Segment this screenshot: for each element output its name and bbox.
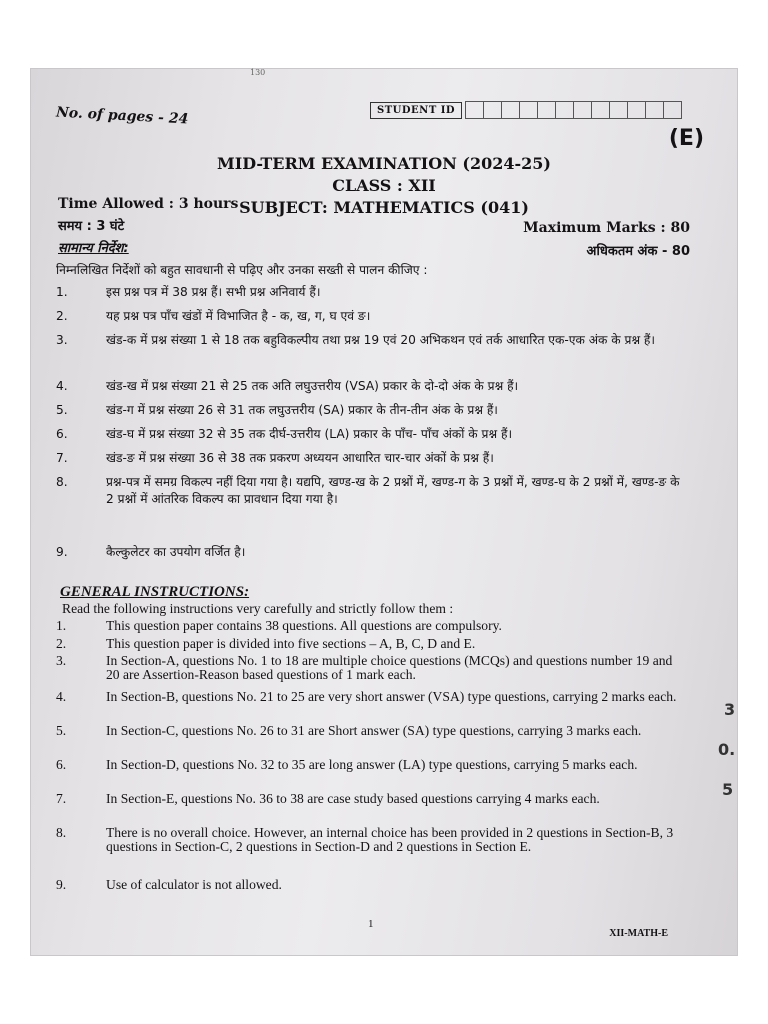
pages-count-label: No. of pages - 24 (55, 104, 189, 128)
item-text: खंड-ख में प्रश्न संख्या 21 से 25 तक अति लघुउत्तरीय (VSA) प्रकार के दो-दो अंक के प्रश्न हैं। (106, 379, 519, 393)
item-number: 4. (56, 689, 67, 704)
item-number: 3. (56, 333, 68, 347)
id-box (663, 101, 682, 119)
id-box (501, 101, 520, 119)
item-text: खंड-क में प्रश्न संख्या 1 से 18 तक बहुविकल्पीय तथा प्रश्न 19 एवं 20 अभिकथन एवं तर्क आधारित एक-एक अंक के प्रश्न हैं। (106, 333, 656, 347)
item-number: 4. (56, 379, 68, 393)
item-text: कैल्कुलेटर का उपयोग वर्जित है। (106, 545, 246, 559)
item-number: 6. (56, 427, 68, 441)
item-number: 7. (56, 451, 68, 465)
item-text: In Section-A, questions No. 1 to 18 are multiple choice questions (MCQs) and questions number 19 and 20 are Assertion-Reason based questions of 1 mark each. (106, 653, 673, 682)
item-number: 5. (56, 403, 68, 417)
english-instructions-heading: GENERAL INSTRUCTIONS: (60, 584, 250, 600)
item-text: प्रश्न-पत्र में समग्र विकल्प नहीं दिया गया है। यद्यपि, खण्ड-ख के 2 प्रश्नों में, खण्ड-ग के 3 प्रश्नों में, खण्ड-घ के 2 प्रश्नों में, खण्ड-ङ के 2 प्रश्नों में आंतरिक विकल्प का प्रावधान दिया गया है। (106, 475, 680, 506)
id-box (573, 101, 592, 119)
margin-fragment: 5 (722, 780, 734, 799)
margin-fragment: 3 (724, 700, 736, 719)
item-number: 8. (56, 475, 68, 489)
item-number: 3. (56, 653, 67, 668)
item-number: 2. (56, 309, 68, 323)
student-id-field (370, 100, 682, 120)
item-number: 2. (56, 636, 67, 651)
item-text: खंड-ङ में प्रश्न संख्या 36 से 38 तक प्रकरण अध्ययन आधारित चार-चार अंकों के प्रश्न हैं। (106, 451, 494, 465)
exam-paper-page (30, 68, 738, 956)
id-box (645, 101, 664, 119)
item-text: In Section-D, questions No. 32 to 35 are long answer (LA) type questions, carrying 5 marks each. (106, 757, 638, 772)
item-number: 8. (56, 825, 67, 840)
item-number: 5. (56, 723, 67, 738)
item-text: इस प्रश्न पत्र में 38 प्रश्न हैं। सभी प्रश्न अनिवार्य हैं। (106, 285, 321, 299)
student-id-boxes (466, 101, 682, 119)
student-id-label: STUDENT ID (370, 102, 462, 119)
item-text: यह प्रश्न पत्र पाँच खंडों में विभाजित है - क, ख, ग, घ एवं ङ। (106, 309, 371, 323)
item-text: खंड-ग में प्रश्न संख्या 26 से 31 तक लघुउत्तरीय (SA) प्रकार के तीन-तीन अंक के प्रश्न हैं। (106, 403, 498, 417)
subject-line: SUBJECT: MATHEMATICS (041) (239, 198, 529, 217)
set-code: (E) (668, 126, 704, 151)
page-number: 1 (368, 918, 374, 930)
item-text: In Section-C, questions No. 26 to 31 are Short answer (SA) type questions, carrying 3 marks each. (106, 723, 642, 738)
paper-code: XII-MATH-E (609, 928, 668, 939)
margin-fragment: 0. (718, 740, 736, 759)
id-box (627, 101, 646, 119)
item-text: In Section-E, questions No. 36 to 38 are case study based questions carrying 4 marks each. (106, 791, 600, 806)
item-text: खंड-घ में प्रश्न संख्या 32 से 35 तक दीर्घ-उत्तरीय (LA) प्रकार के पाँच- पाँच अंकों के प्रश्न हैं। (106, 427, 513, 441)
item-text: This question paper is divided into five sections – A, B, C, D and E. (106, 636, 476, 651)
time-allowed-english: Time Allowed : 3 hours (58, 196, 239, 212)
top-scrap-text: 130 (250, 68, 266, 77)
class-line: CLASS : XII (332, 176, 436, 195)
time-allowed-hindi: समय : 3 घंटे (58, 219, 125, 234)
item-number: 9. (56, 877, 67, 892)
id-box (465, 101, 484, 119)
exam-title: MID-TERM EXAMINATION (2024-25) (217, 154, 551, 173)
item-number: 6. (56, 757, 67, 772)
item-number: 1. (56, 285, 68, 299)
maximum-marks-english: Maximum Marks : 80 (523, 220, 690, 236)
item-text: In Section-B, questions No. 21 to 25 are very short answer (VSA) type questions, carrying 2 marks each. (106, 689, 677, 704)
item-text: There is no overall choice. However, an internal choice has been provided in 2 questions in Section-B, 3 questions in Section-C, 2 questions in Section-D and 2 questions in Section E. (106, 825, 674, 854)
id-box (537, 101, 556, 119)
id-box (609, 101, 628, 119)
item-number: 9. (56, 545, 68, 559)
english-instructions-intro: Read the following instructions very carefully and strictly follow them : (62, 601, 454, 616)
id-box (591, 101, 610, 119)
item-text: This question paper contains 38 questions. All questions are compulsory. (106, 618, 502, 633)
item-number: 1. (56, 618, 67, 633)
maximum-marks-hindi: अधिकतम अंक - 80 (586, 244, 690, 259)
hindi-instructions-intro: निम्नलिखित निर्देशों को बहुत सावधानी से पढ़िए और उनका सख्ती से पालन कीजिए : (56, 263, 428, 277)
item-number: 7. (56, 791, 67, 806)
id-box (483, 101, 502, 119)
hindi-instructions-heading: सामान्य निर्देश: (58, 241, 129, 256)
id-box (519, 101, 538, 119)
id-box (555, 101, 574, 119)
item-text: Use of calculator is not allowed. (106, 877, 282, 892)
